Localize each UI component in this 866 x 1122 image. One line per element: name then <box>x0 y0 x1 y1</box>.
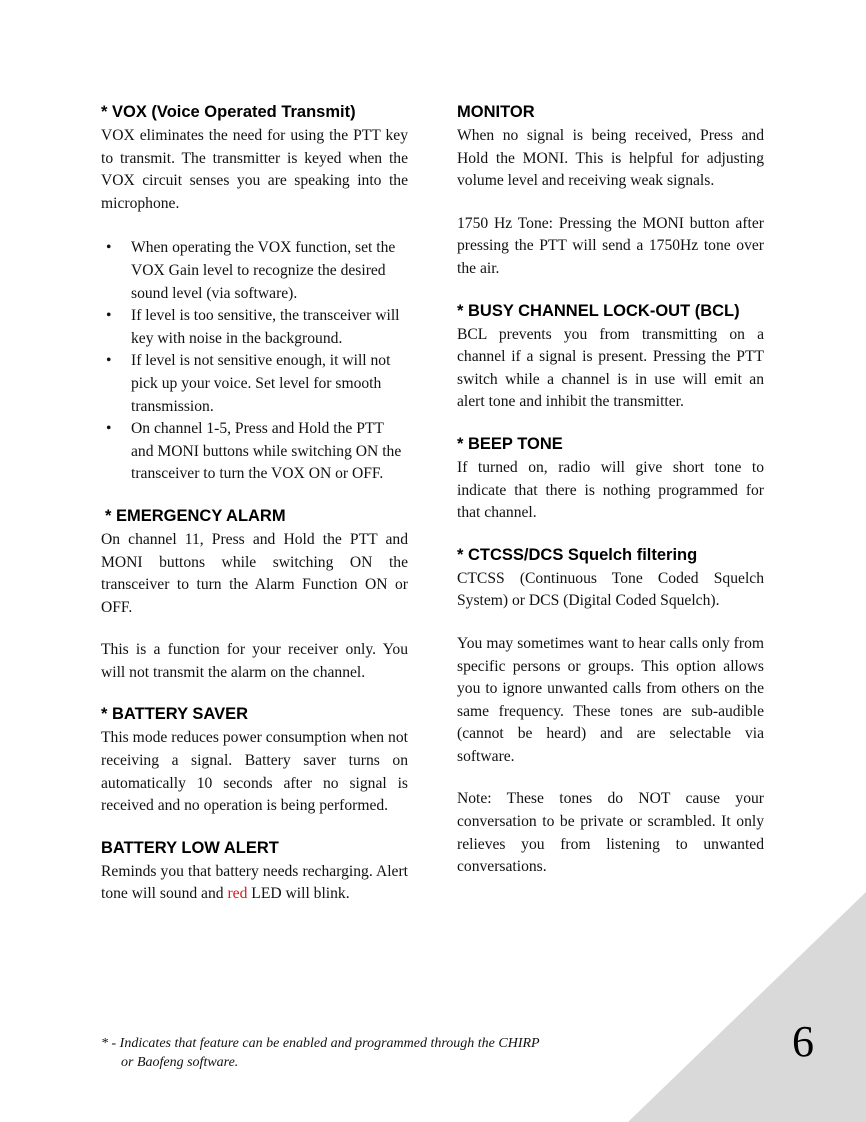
section-battery-low-alert <box>101 838 408 906</box>
ctcss-body-2: You may sometimes want to hear calls only from specific persons or groups. This option allows you to ignore unwanted calls from others on the same frequency. These tones are sub-audible (cannot be heard) and are selectable via software. <box>457 634 764 765</box>
monitor-body-2: 1750 Hz Tone: Pressing the MONI button after pressing the PTT will send a 1750Hz tone over the air. <box>457 214 764 277</box>
list-item: • On channel 1-5, Press and Hold the PTT and MONI buttons while switching ON the transceiver to turn the VOX ON or OFF. <box>106 420 402 483</box>
bullet-icon: • <box>106 352 112 370</box>
beep-body: If turned on, radio will give short tone to indicate that there is nothing programmed for that channel. <box>457 458 764 522</box>
battery-saver-heading: * BATTERY SAVER <box>101 705 248 724</box>
battery-low-body: Reminds you that battery needs recharging. Alert tone will sound and red LED will blink. <box>101 862 408 903</box>
battery-saver-body: This mode reduces power consumption when not receiving a signal. Battery saver turns on automatically 10 seconds after no signal is received and no operation is being performed. <box>101 729 408 815</box>
bullet-icon: • <box>106 307 112 325</box>
section-battery-saver <box>101 704 408 817</box>
section-bcl <box>457 301 764 414</box>
section-vox <box>101 102 408 486</box>
list-item: • If level is not sensitive enough, it will not pick up your voice. Set level for smooth transmission. <box>106 352 391 415</box>
page-number: 6 <box>792 1017 814 1066</box>
page-corner-decoration <box>628 892 866 1122</box>
section-beep-tone <box>457 434 764 525</box>
vox-body: VOX eliminates the need for using the PTT key to transmit. The transmitter is keyed when the VOX circuit senses you are speaking into the microphone. <box>101 127 408 212</box>
list-item: • If level is too sensitive, the transceiver will key with noise in the background. <box>106 307 400 347</box>
bullet-icon: • <box>106 420 112 438</box>
list-item: • When operating the VOX function, set the VOX Gain level to recognize the desired sound level (via software). <box>106 239 396 302</box>
ctcss-heading: * CTCSS/DCS Squelch filtering <box>457 545 698 564</box>
vox-heading: * VOX (Voice Operated Transmit) <box>101 103 356 121</box>
battery-low-heading: BATTERY LOW ALERT <box>101 838 279 857</box>
section-ctcss-dcs <box>457 545 764 879</box>
vox-bullet-list <box>101 237 408 486</box>
monitor-heading: MONITOR <box>457 103 535 121</box>
emergency-heading: * EMERGENCY ALARM <box>105 506 286 525</box>
monitor-body-1: When no signal is being received, Press and Hold the MONI. This is helpful for adjusting volume level and receiving weak signals. <box>457 127 764 190</box>
footnote-line-1: * - Indicates that feature can be enabled and programmed through the CHIRP <box>101 1036 540 1051</box>
ctcss-body-1: CTCSS (Continuous Tone Coded Squelch System) or DCS (Digital Coded Squelch). <box>457 569 764 610</box>
beep-heading: * BEEP TONE <box>457 434 563 453</box>
bcl-body: BCL prevents you from transmitting on a channel if a signal is present. Pressing the PTT switch while a channel is in use will emit an alert tone and inhibit the transmitter. <box>457 325 764 411</box>
bcl-heading: * BUSY CHANNEL LOCK-OUT (BCL) <box>457 301 740 320</box>
section-emergency-alarm <box>101 506 408 685</box>
footnote-line-2: or Baofeng software. <box>121 1055 239 1070</box>
bullet-icon: • <box>106 239 112 257</box>
emergency-body-2: This is a function for your receiver only. You will not transmit the alarm on the channel. <box>101 641 408 681</box>
footnote <box>101 1034 621 1072</box>
red-led-text: red <box>227 885 248 903</box>
right-column <box>457 102 764 879</box>
left-column <box>101 102 408 906</box>
section-monitor <box>457 102 764 281</box>
emergency-body-1: On channel 11, Press and Hold the PTT and MONI buttons while switching ON the transceiver to turn the Alarm Function ON or OFF. <box>101 530 408 616</box>
ctcss-body-3: Note: These tones do NOT cause your conversation to be private or scrambled. It only relieves you from listening to unwanted conversations. <box>457 790 764 876</box>
